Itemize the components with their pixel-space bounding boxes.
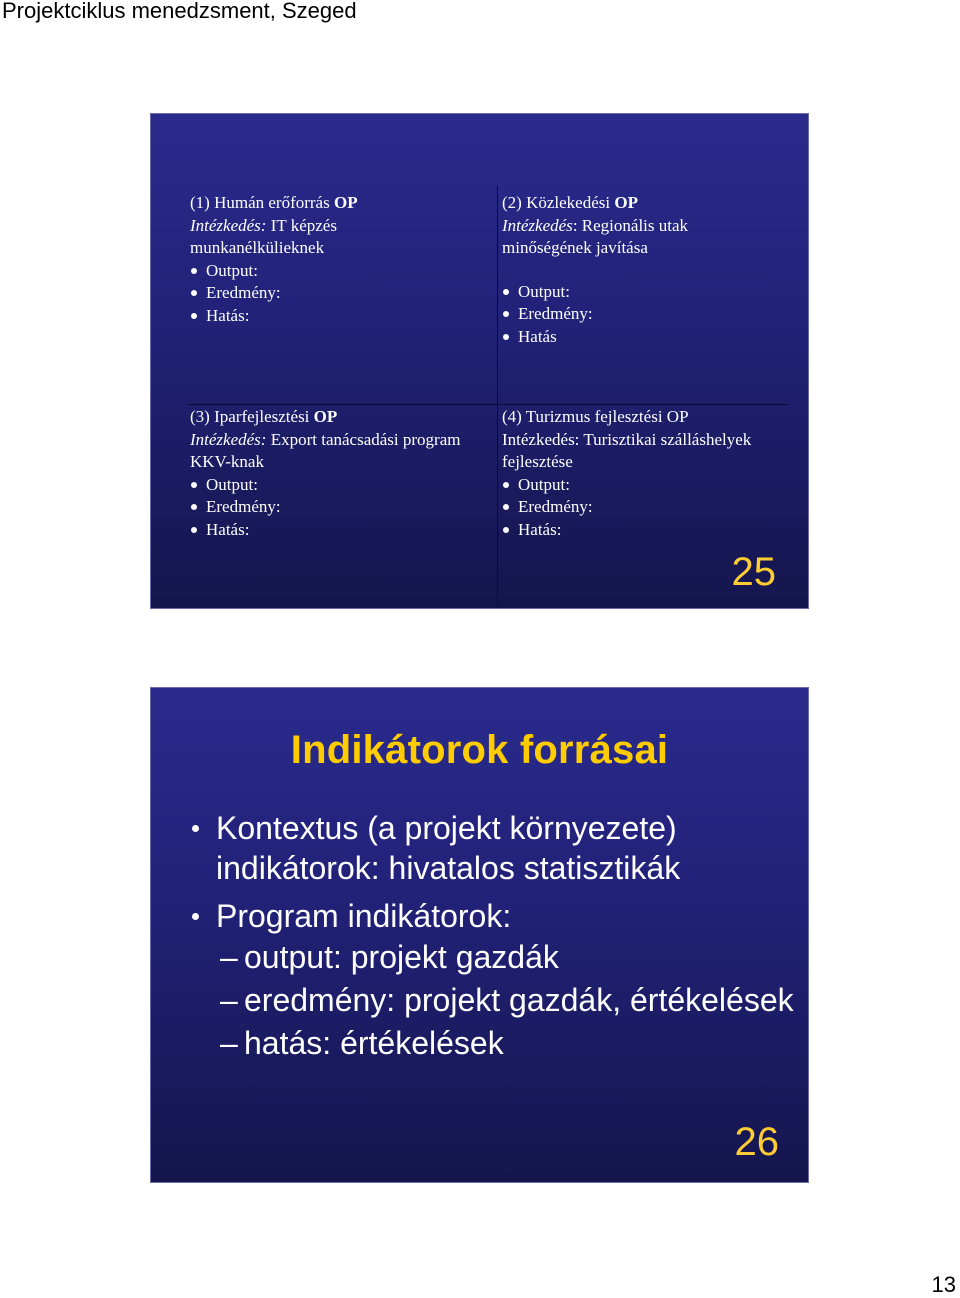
bullet-icon: [503, 334, 509, 340]
dash-icon: –: [220, 982, 238, 1018]
cell-title: (2) Közlekedési OP: [502, 193, 638, 212]
bullet-context-indicators: [189, 808, 794, 888]
dash-icon: –: [220, 939, 238, 975]
slide-26: [150, 687, 809, 1183]
indicator-list: [502, 281, 688, 349]
dash-icon: –: [220, 1025, 238, 1061]
bullet-icon: [191, 482, 197, 488]
cell-measure-cont: KKV-knak: [190, 452, 264, 471]
indicator-impact: Hatás:: [502, 519, 751, 542]
indicator-impact: Hatás:: [190, 519, 460, 542]
cell-title: (1) Humán erőforrás OP: [190, 193, 358, 212]
cell-human-resources-op: [190, 192, 358, 327]
page-number: 13: [931, 1272, 956, 1297]
bullet-icon: [192, 913, 199, 920]
cell-title: (3) Iparfejlesztési OP: [190, 407, 338, 426]
slide-number: 25: [731, 550, 776, 594]
bullet-icon: [503, 311, 509, 317]
indicator-list: [502, 474, 751, 542]
indicator-output: Output:: [502, 474, 751, 497]
indicator-result: Eredmény:: [502, 303, 688, 326]
bullet-icon: [192, 825, 199, 832]
cell-measure-cont: fejlesztése: [502, 452, 573, 471]
page-header-title: Projektciklus menedzsment, Szeged: [2, 0, 357, 23]
bullet-text: Program indikátorok:: [216, 898, 512, 934]
indicator-result: Eredmény:: [502, 496, 751, 519]
indicator-result: Eredmény:: [190, 496, 460, 519]
indicator-output: Output:: [190, 474, 460, 497]
cell-industrial-op: [190, 406, 460, 541]
slide-25: [150, 113, 809, 609]
bullet-icon: [191, 268, 197, 274]
bullet-icon: [191, 290, 197, 296]
indicator-list: [190, 260, 358, 328]
bullet-icon: [503, 504, 509, 510]
slide-number: 26: [734, 1120, 779, 1164]
slide-body: [189, 808, 794, 1065]
cell-measure: Intézkedés: Turisztikai szálláshelyek: [502, 429, 752, 449]
bullet-text-line1: Kontextus (a projekt környezete): [216, 810, 677, 846]
subitem-output: – output: projekt gazdák: [189, 936, 794, 979]
slide-title: Indikátorok forrásai: [290, 728, 669, 772]
indicator-output: Output:: [502, 281, 688, 304]
bullet-program-indicators: [189, 896, 794, 936]
indicator-impact: Hatás: [502, 326, 688, 349]
bullet-icon: [191, 313, 197, 319]
bullet-icon: [503, 289, 509, 295]
cell-measure-cont: munkanélkülieknek: [190, 238, 325, 257]
cell-measure: Intézkedés: Export tanácsadási program: [190, 429, 461, 449]
bullet-icon: [503, 482, 509, 488]
cell-transport-op: [502, 192, 688, 348]
bullet-text-line2: indikátorok: hivatalos statisztikák: [216, 850, 681, 886]
grid-vertical-divider: [497, 186, 498, 608]
bullet-icon: [191, 504, 197, 510]
indicator-output: Output:: [190, 260, 358, 283]
subitem-result: – eredmény: projekt gazdák, értékelések: [189, 979, 794, 1022]
indicator-impact: Hatás:: [190, 305, 358, 328]
cell-measure: Intézkedés: Regionális utak: [502, 215, 689, 235]
cell-title: (4) Turizmus fejlesztési OP: [502, 407, 689, 426]
indicator-list: [190, 474, 460, 542]
cell-measure: Intézkedés: IT képzés: [190, 215, 337, 235]
bullet-icon: [503, 527, 509, 533]
indicator-result: Eredmény:: [190, 282, 358, 305]
cell-measure-cont: minőségének javítása: [502, 238, 648, 257]
bullet-icon: [191, 527, 197, 533]
cell-tourism-op: [502, 406, 751, 541]
grid-horizontal-divider: [188, 404, 788, 405]
subitem-impact: – hatás: értékelések: [189, 1022, 794, 1065]
